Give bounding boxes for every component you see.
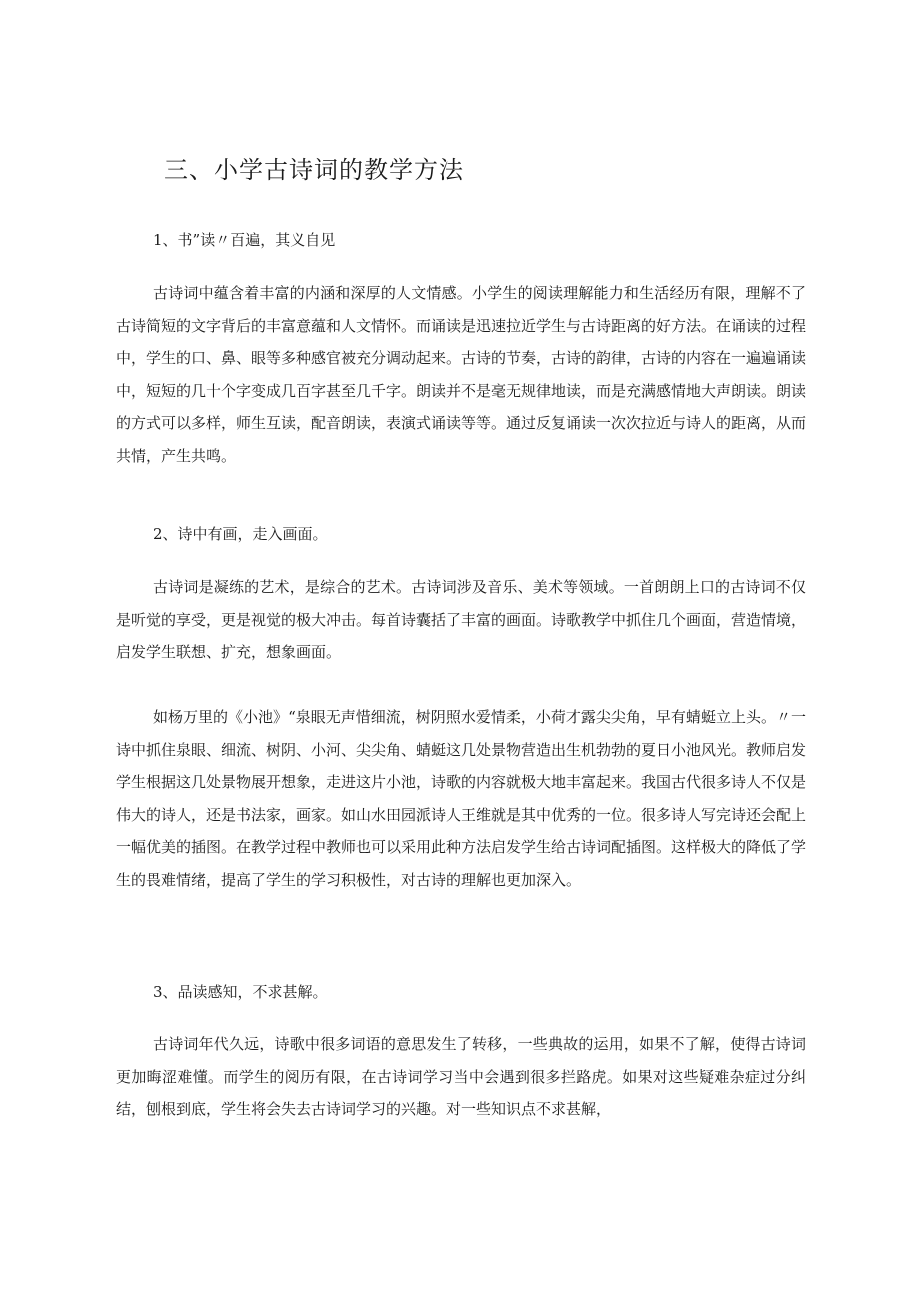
body-paragraph-3: 如杨万里的《小池》“泉眼无声惜细流，树阴照水爱情柔，小荷才露尖尖角，早有蜻蜓立上头。〃一诗中抓住泉眼、细流、树阴、小河、尖尖角、蜻蜓这几处景物营造出生机勃勃的夏日小池风光。教师启发学生根据这几处景物展开想象，走进这片小池，诗歌的内容就极大地丰富起来。我国古代很多诗人不仅是伟大的诗人，还是书法家，画家。如山水田园派诗人王维就是其中优秀的一位。很多诗人写完诗还会配上一幅优美的插图。在教学过程中教师也可以采用此种方法启发学生给古诗词配插图。这样极大的降低了学生的畏难情绪，提高了学生的学习积极性，对古诗的理解也更加深入。	[116, 708, 807, 889]
subsection-title-3: 3、品读感知，不求甚解。	[153, 983, 328, 1001]
body-paragraph-2: 古诗词是凝练的艺术，是综合的艺术。古诗词涉及音乐、美术等领域。一首朗朗上口的古诗词不仅是听觉的享受，更是视觉的极大冲击。每首诗囊括了丰富的画面。诗歌教学中抓住几个画面，营造情境，启发学生联想、扩充，想象画面。	[116, 578, 807, 662]
body-paragraph-1: 古诗词中蕴含着丰富的内涵和深厚的人文情感。小学生的阅读理解能力和生活经历有限，理解不了古诗简短的文字背后的丰富意蕴和人文情怀。而诵读是迅速拉近学生与古诗距离的好方法。在诵读的过程中，学生的口、鼻、眼等多种感官被充分调动起来。古诗的节奏，古诗的韵律，古诗的内容在一遍遍诵读中，短短的几十个字变成几百字甚至几千字。朗读并不是毫无规律地读，而是充满感情地大声朗读。朗读的方式可以多样，师生互读，配音朗读，表演式诵读等等。通过反复诵读一次次拉近与诗人的距离，从而共情，产生共鸣。	[116, 284, 807, 465]
subsection-title-1: 1、书”读〃百遍，其义自见	[153, 231, 336, 249]
subsection-title-2: 2、诗中有画，走入画面。	[153, 525, 328, 543]
body-paragraph-4: 古诗词年代久远，诗歌中很多词语的意思发生了转移，一些典故的运用，如果不了解，使得古诗词更加晦涩难懂。而学生的阅历有限，在古诗词学习当中会遇到很多拦路虎。如果对这些疑难杂症过分纠结，刨根到底，学生将会失去古诗词学习的兴趣。对一些知识点不求甚解，	[116, 1035, 806, 1119]
section-heading: 三、小学古诗词的教学方法	[164, 156, 464, 184]
